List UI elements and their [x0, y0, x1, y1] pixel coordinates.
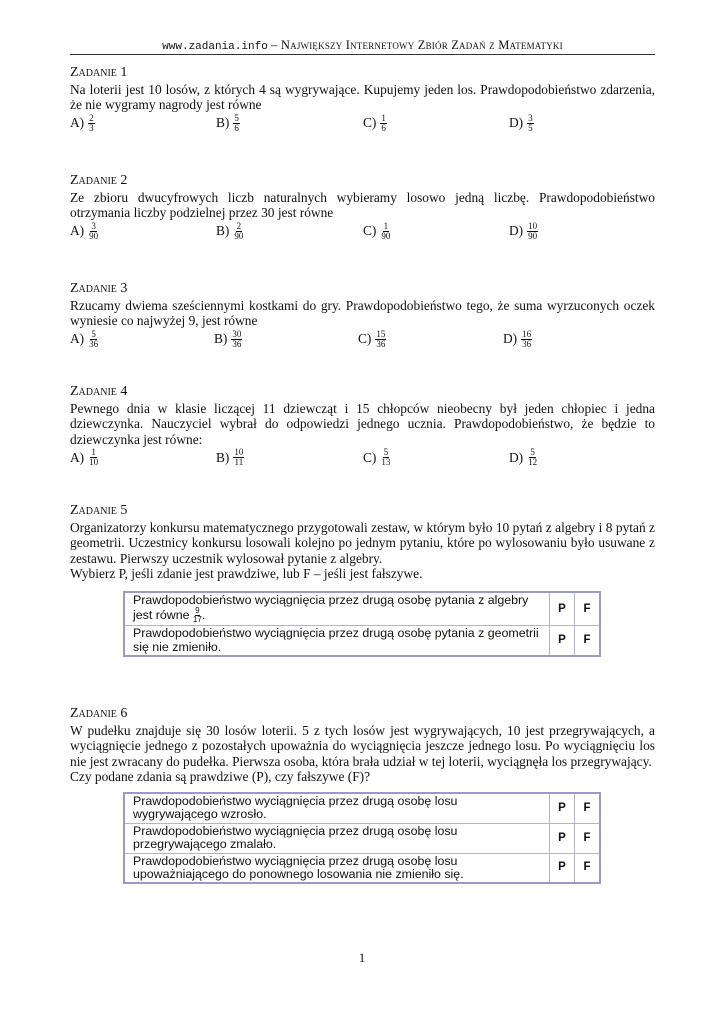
- true-option[interactable]: P: [550, 793, 575, 823]
- task-title: Zadanie 6: [70, 706, 128, 721]
- answer-c: C) $\frac{15}{36}$: [358, 328, 386, 349]
- table-row: [124, 793, 600, 823]
- answer-c: C) $\frac{5}{13}$: [363, 447, 391, 468]
- answer-a: A) $\frac{1}{10}$: [70, 447, 99, 468]
- fraction: $\frac{9}{17}$: [192, 606, 202, 625]
- answer-a: A) $\frac{5}{36}$: [70, 328, 99, 349]
- false-option[interactable]: F: [575, 793, 601, 823]
- task-text: Na loterii jest 10 losów, z których 4 są wygrywające. Kupujemy jeden los. Prawdopodobieństwo zdarzenia, że nie wygramy nagrody jest równe: [70, 81, 655, 113]
- table-row: [124, 823, 600, 853]
- task-title: Zadanie 5: [70, 503, 128, 518]
- task-text: Pewnego dnia w klasie liczącej 11 dziewcząt i 15 chłopców nieobecny był jeden chłopiec i jedna dziewczynka. Nauczyciel wybrał do odpowiedzi jednego ucznia. Prawdopodobieństwo, że będzie to dziewczynka jest równe:: [70, 400, 655, 447]
- answer-a: A) $\frac{3}{90}$: [70, 220, 99, 241]
- false-option[interactable]: F: [575, 853, 601, 883]
- header-url: www.zadania.info: [162, 41, 268, 53]
- answer-row: [70, 448, 655, 470]
- table-row: [124, 853, 600, 883]
- true-option[interactable]: P: [550, 626, 575, 656]
- header-title: – Największy Internetowy Zbiór Zadań z Matematyki: [267, 38, 563, 52]
- statement: Prawdopodobieństwo wyciągnięcia przez drugą osobę losu przegrywającego zmalało.: [124, 823, 550, 853]
- page-number: 1: [358, 950, 366, 965]
- task-title: Zadanie 3: [70, 281, 128, 296]
- task-5: [70, 503, 655, 582]
- statement: Prawdopodobieństwo wyciągnięcia przez drugą osobę pytania z geometrii się nie zmieniło.: [124, 626, 550, 656]
- answer-c: C) $\frac{1}{90}$: [363, 220, 391, 241]
- task-text: Rzucamy dwiema sześciennymi kostkami do gry. Prawdopodobieństwo tego, że suma wyrzuconych oczek wyniesie co najwyżej 9, jest równe: [70, 297, 655, 329]
- answer-d: D) $\frac{5}{12}$: [509, 447, 538, 468]
- task-instruction: Czy podane zdania są prawdziwe (P), czy fałszywe (F)?: [70, 769, 371, 785]
- answer-d: D) $\frac{3}{5}$: [509, 112, 533, 133]
- false-option[interactable]: F: [575, 823, 601, 853]
- answer-d: D) $\frac{10}{90}$: [509, 220, 538, 241]
- task-6: [70, 706, 655, 785]
- task-1: [70, 65, 655, 136]
- true-false-table: [123, 591, 601, 657]
- task-text: Ze zbioru dwucyfrowych liczb naturalnych wybieramy losowo jedną liczbę. Prawdopodobieństwo otrzymania liczby podzielnej przez 30 jest równe: [70, 189, 655, 221]
- task-text: Organizatorzy konkursu matematycznego przygotowali zestaw, w którym było 10 pytań z algebry i 8 pytań z geometrii. Uczestnicy konkursu losowali kolejno po jednym pytaniu, które po wylosowaniu było usuwane z zestawu. Pierwszy uczestnik wylosował pytanie z algebry.: [70, 519, 655, 566]
- false-option[interactable]: F: [575, 626, 601, 656]
- statement: Prawdopodobieństwo wyciągnięcia przez drugą osobę losu wygrywającego wzrosło.: [124, 793, 550, 823]
- true-option[interactable]: P: [550, 823, 575, 853]
- table-row: [124, 626, 600, 656]
- answer-b: B) $\frac{5}{6}$: [216, 112, 239, 133]
- task-title: Zadanie 1: [70, 65, 128, 80]
- true-false-table: [123, 792, 601, 884]
- false-option[interactable]: F: [575, 592, 601, 626]
- page-header: [70, 38, 655, 55]
- answer-b: B) $\frac{30}{36}$: [214, 328, 242, 349]
- statement: Prawdopodobieństwo wyciągnięcia przez drugą osobę losu upoważniającego do ponownego losowania nie zmieniło się.: [124, 853, 550, 883]
- task-title: Zadanie 4: [70, 384, 128, 399]
- answer-b: B) $\frac{10}{11}$: [216, 447, 244, 468]
- task-text: W pudełku znajduje się 30 losów loterii. 5 z tych losów jest wygrywających, 10 jest przegrywających, a wyciągnięcie jednego z pozostałych upoważnia do wyciągnięcia jeszcze jednego losu. Po wyciągnięciu los nie jest zwracany do pudełka. Pierwsza osoba, która brała udział w tej loterii, wyciągnęła los przegrywający.: [70, 722, 655, 769]
- task-title: Zadanie 2: [70, 173, 128, 188]
- task-4: [70, 384, 655, 470]
- true-option[interactable]: P: [550, 853, 575, 883]
- answer-d: D) $\frac{16}{36}$: [503, 328, 532, 349]
- answer-b: B) $\frac{2}{90}$: [216, 220, 244, 241]
- task-2: [70, 173, 655, 244]
- true-option[interactable]: P: [550, 592, 575, 626]
- answer-a: A) $\frac{2}{3}$: [70, 112, 94, 133]
- statement: Prawdopodobieństwo wyciągnięcia przez drugą osobę pytania z algebry jest równe $\frac{9}{17}$ .: [124, 592, 550, 626]
- answer-row: [70, 114, 655, 136]
- answer-c: C) $\frac{1}{6}$: [363, 112, 386, 133]
- task-instruction: Wybierz P, jeśli zdanie jest prawdziwe, lub F – jeśli jest fałszywe.: [70, 566, 423, 582]
- answer-row: [70, 330, 655, 352]
- answer-row: [70, 222, 655, 244]
- task-3: [70, 281, 655, 352]
- table-row: [124, 592, 600, 626]
